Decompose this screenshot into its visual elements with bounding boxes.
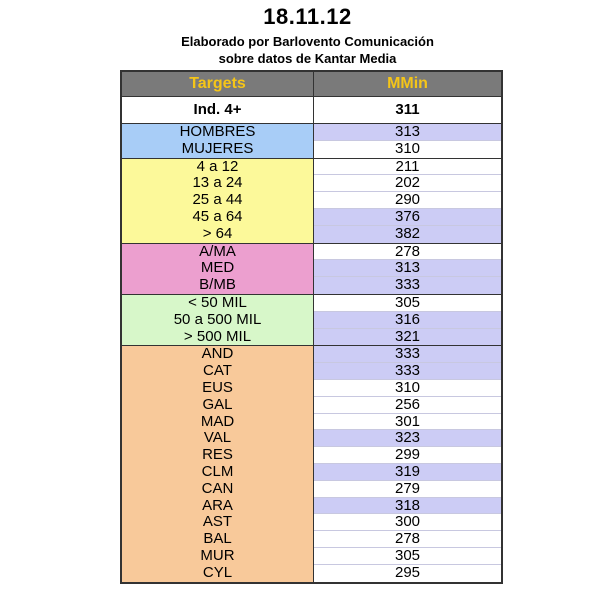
- group-labels: [122, 295, 314, 345]
- total-value: 311: [395, 101, 420, 118]
- target-label: MUJERES: [181, 139, 254, 157]
- target-value: 202: [314, 175, 501, 192]
- target-label: 13 a 24: [192, 174, 243, 192]
- target-label: 45 a 64: [192, 207, 243, 225]
- target-label: 4 a 12: [196, 157, 239, 175]
- table-header-row: [122, 72, 501, 97]
- target-value: 299: [314, 447, 501, 464]
- target-label: MAD: [200, 412, 235, 430]
- target-value: 310: [394, 139, 421, 157]
- column-header-mmin: MMin: [387, 75, 428, 92]
- target-value: 323: [314, 430, 501, 447]
- target-label: MUR: [200, 546, 235, 564]
- target-value: 290: [314, 192, 501, 209]
- group-regions: [122, 346, 501, 581]
- target-label: < 50 MIL: [188, 293, 247, 311]
- group-values: [314, 244, 501, 294]
- target-value: 310: [314, 380, 501, 397]
- audience-table: [120, 70, 503, 584]
- target-label: > 64: [202, 224, 233, 242]
- target-value: 376: [314, 209, 501, 226]
- target-value: 321: [314, 329, 501, 346]
- subtitle-line-1: Elaborado por Barlovento Comunicación: [181, 34, 434, 49]
- target-label: BAL: [203, 530, 232, 548]
- target-value: 316: [314, 312, 501, 329]
- target-value: 278: [314, 244, 501, 261]
- target-value: 313: [314, 260, 501, 277]
- target-value: 301: [314, 414, 501, 431]
- target-value: 278: [314, 531, 501, 548]
- subtitle-line-2: sobre datos de Kantar Media: [218, 51, 397, 66]
- target-label: CAN: [201, 479, 234, 497]
- group-labels: [122, 159, 314, 243]
- target-value: 211: [314, 159, 501, 176]
- target-label: ARA: [202, 496, 233, 514]
- target-label: MED: [200, 259, 235, 277]
- target-label: A/MA: [199, 242, 236, 260]
- target-label: 50 a 500 MIL: [173, 310, 262, 328]
- column-header-targets: Targets: [122, 72, 314, 96]
- target-label: 25 a 44: [192, 191, 243, 209]
- group-labels: [122, 244, 314, 294]
- target-label: AST: [202, 513, 233, 531]
- target-value: 295: [394, 563, 421, 581]
- target-label: GAL: [202, 395, 233, 413]
- target-value: 333: [314, 346, 501, 363]
- target-label: CAT: [203, 362, 232, 380]
- target-label: VAL: [203, 429, 232, 447]
- target-value: 256: [314, 397, 501, 414]
- target-label: RES: [202, 446, 233, 464]
- group-gender: [122, 124, 501, 159]
- target-label: B/MB: [199, 276, 236, 294]
- group-values: [314, 295, 501, 345]
- group-labels: [122, 346, 314, 581]
- target-value: 333: [314, 363, 501, 380]
- group-class: [122, 244, 501, 295]
- target-label: CYL: [202, 563, 233, 581]
- total-label: Ind. 4+: [122, 97, 314, 123]
- target-label: HOMBRES: [179, 123, 256, 140]
- report-date: 18.11.12: [263, 4, 352, 29]
- target-value: 305: [314, 295, 501, 312]
- group-age: [122, 159, 501, 244]
- group-values: [314, 346, 501, 581]
- target-label: EUS: [202, 378, 233, 396]
- target-label: AND: [201, 345, 234, 363]
- total-row: [122, 97, 501, 124]
- target-value: 313: [314, 124, 501, 141]
- target-value: 319: [314, 464, 501, 481]
- target-value: 333: [314, 277, 501, 294]
- target-value: 279: [314, 481, 501, 498]
- target-value: 300: [314, 514, 501, 531]
- group-values: [314, 124, 501, 158]
- target-value: 318: [314, 498, 501, 515]
- target-label: CLM: [201, 462, 234, 480]
- group-labels: [122, 124, 314, 158]
- target-value: 382: [314, 226, 501, 243]
- group-values: [314, 159, 501, 243]
- group-habitat: [122, 295, 501, 346]
- target-label: > 500 MIL: [183, 327, 252, 345]
- target-value: 305: [314, 548, 501, 565]
